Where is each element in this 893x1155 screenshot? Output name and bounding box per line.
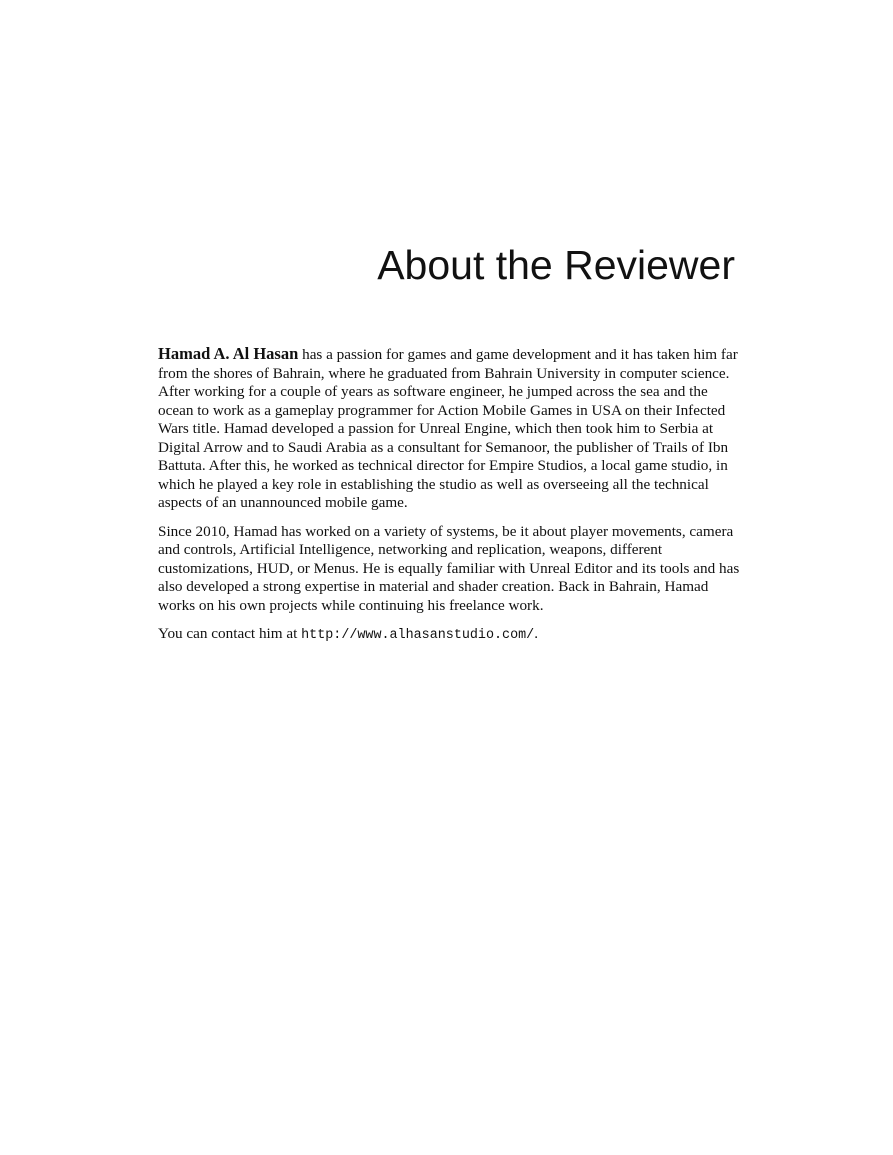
page-title: About the Reviewer [377, 242, 735, 288]
reviewer-bio [158, 345, 740, 656]
contact-suffix: . [534, 625, 538, 642]
bio-paragraph-2: Since 2010, Hamad has worked on a variety of systems, be it about player movements, camera and controls, Artificial Intelligence, networking and replication, weapons, different customizations, HUD, or Menus. He is equally familiar with Unreal Editor and its tools and has also developed a strong expertise in material and shader creation. Back in Bahrain, Hamad works on his own projects while continuing his freelance work. [158, 522, 740, 614]
reviewer-name: Hamad A. Al Hasan [158, 344, 299, 363]
contact-url: http://www.alhasanstudio.com/ [301, 628, 535, 643]
contact-prefix: You can contact him at [158, 625, 302, 642]
bio-paragraph-1-text: has a passion for games and game development and it has taken him far from the shores of Bahrain, where he graduated from Bahrain University in computer science. After working for a couple of years as software engineer, he jumped across the sea and the ocean to work as a gameplay programmer for Action Mobile Games in USA on their Infected Wars title. Hamad developed a passion for Unreal Engine, which then took him to Serbia at Digital Arrow and to Saudi Arabia as a consultant for Semanoor, the publisher of Trails of Ibn Battuta. After this, he worked as technical director for Empire Studios, a local game studio, in which he played a key role in establishing the studio as well as overseeing all the technical aspects of an unannounced mobile game. [158, 346, 738, 511]
contact-paragraph [158, 625, 740, 646]
bio-paragraph-1 [158, 345, 740, 513]
